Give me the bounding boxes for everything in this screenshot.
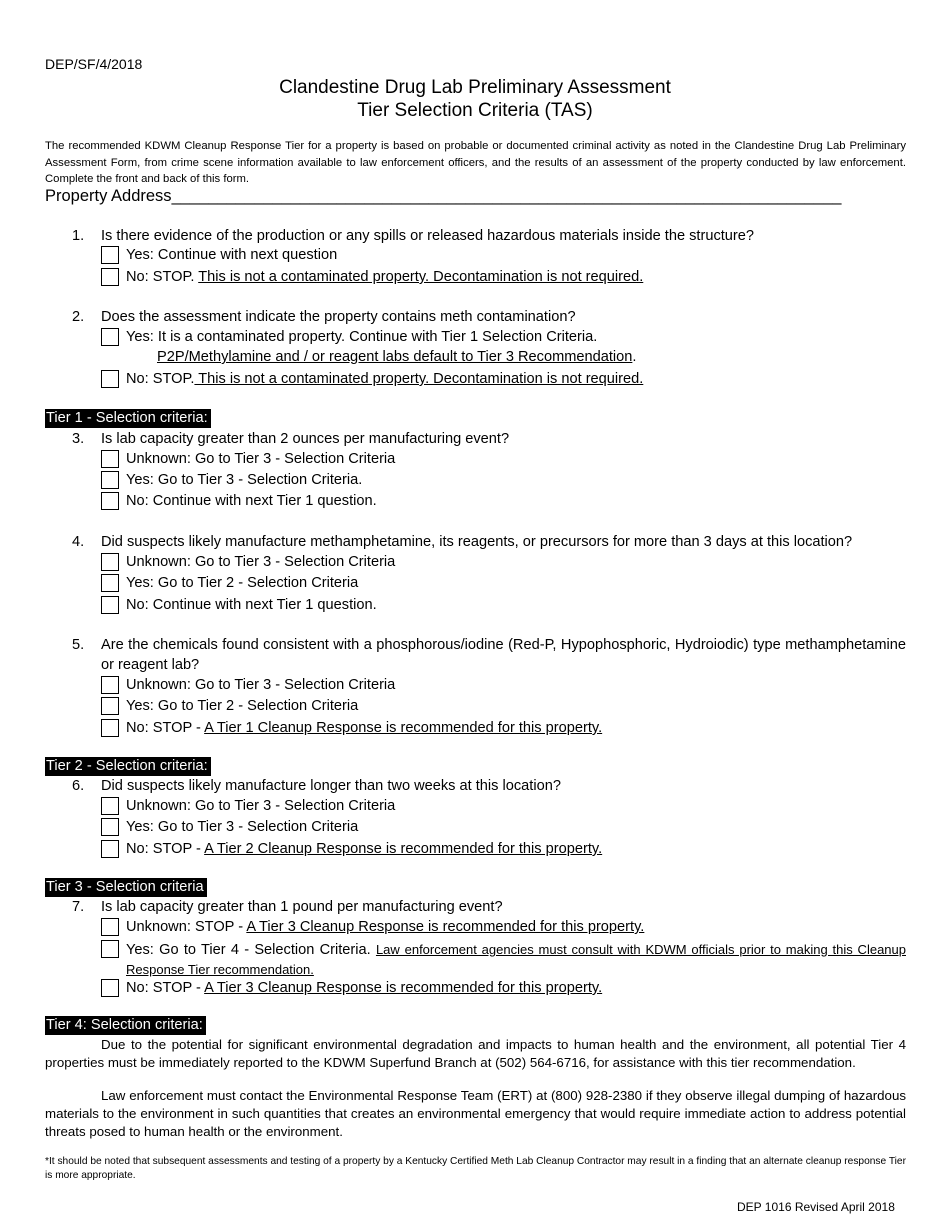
option-label: Unknown: Go to Tier 3 - Selection Criteria bbox=[126, 677, 396, 693]
question-number: 2. bbox=[72, 309, 85, 325]
checkbox[interactable] bbox=[101, 553, 119, 571]
question-number: 3. bbox=[72, 431, 85, 447]
option-label: Yes: It is a contaminated property. Continue with Tier 1 Selection Criteria. bbox=[126, 329, 598, 345]
option-note: A Tier 3 Cleanup Response is recommended for this property. bbox=[246, 919, 645, 935]
option-label: No: Continue with next Tier 1 question. bbox=[126, 597, 377, 613]
property-address-field[interactable] bbox=[45, 187, 841, 206]
option-prefix: No: STOP. bbox=[126, 269, 199, 285]
intro-paragraph: The recommended KDWM Cleanup Response Tier for a property is based on probable or documented criminal activity as noted in the Clandestine Drug Lab Preliminary Assessment Form, from crime scene information available to law enforcement officers, and the results of an assessment of the property conducted by law enforcement. Complete the front and back of this form. bbox=[45, 140, 906, 185]
option-label: Yes: Go to Tier 3 - Selection Criteria. bbox=[126, 472, 363, 488]
checkbox[interactable] bbox=[101, 596, 119, 614]
question-text: Did suspects likely manufacture longer than two weeks at this location? bbox=[101, 778, 561, 794]
checkbox[interactable] bbox=[101, 676, 119, 694]
form-id: DEP/SF/4/2018 bbox=[45, 56, 143, 72]
option-note: A Tier 3 Cleanup Response is recommended for this property. bbox=[204, 980, 603, 996]
tier-3-heading: Tier 3 - Selection criteria bbox=[45, 878, 207, 897]
question-text: Are the chemicals found consistent with a phosphorous/iodine (Red-P, Hypophosphoric, Hydroiodic) type methamphetamine or reagent lab? bbox=[101, 637, 906, 673]
option-label: Unknown: Go to Tier 3 - Selection Criteria bbox=[126, 451, 396, 467]
checkbox[interactable] bbox=[101, 940, 119, 958]
title-line-2: Tier Selection Criteria (TAS) bbox=[357, 100, 593, 121]
subnote-text: P2P/Methylamine and / or reagent labs default to Tier 3 Recommendation bbox=[157, 349, 633, 365]
q5-unknown-option[interactable] bbox=[101, 676, 906, 694]
tier-2-heading: Tier 2 - Selection criteria: bbox=[45, 757, 211, 776]
q7-no-option[interactable] bbox=[101, 979, 906, 997]
question-text: Is there evidence of the production or any spills or released hazardous materials inside the structure? bbox=[101, 228, 755, 244]
q7-yes-option[interactable] bbox=[101, 940, 906, 980]
q2-no-option[interactable] bbox=[101, 370, 906, 388]
option-note: Law enforcement agencies must consult with KDWM officials prior to making this Cleanup Response Tier recommendation. bbox=[126, 942, 906, 977]
question-7 bbox=[72, 897, 906, 917]
checkbox[interactable] bbox=[101, 492, 119, 510]
title-line-1: Clandestine Drug Lab Preliminary Assessment bbox=[279, 77, 671, 98]
option-label: Unknown: Go to Tier 3 - Selection Criteria bbox=[126, 554, 396, 570]
option-prefix: Yes: Go to Tier 4 - Selection Criteria. bbox=[126, 942, 376, 958]
option-label bbox=[101, 940, 906, 980]
option-label: Yes: Continue with next question bbox=[126, 247, 338, 263]
q5-no-option[interactable] bbox=[101, 719, 906, 737]
option-prefix: Unknown: STOP - bbox=[126, 919, 247, 935]
tier-4-paragraph-1: Due to the potential for significant environmental degradation and impacts to human health and the environment, all potential Tier 4 properties must be immediately reported to the KDWM Superfund Branch at (502) 564-6716, for assistance with this tier recommendation. bbox=[45, 1037, 906, 1070]
question-number: 4. bbox=[72, 534, 85, 550]
q7-unknown-option[interactable] bbox=[101, 918, 906, 936]
form-footer: DEP 1016 Revised April 2018 bbox=[737, 1200, 895, 1214]
option-label bbox=[126, 268, 906, 286]
option-note: A Tier 1 Cleanup Response is recommended for this property. bbox=[204, 720, 603, 736]
question-number: 5. bbox=[72, 637, 85, 653]
tier-1-heading: Tier 1 - Selection criteria: bbox=[45, 409, 211, 428]
q3-unknown-option[interactable] bbox=[101, 450, 906, 468]
property-address-blank[interactable]: _________________________________________________________________________ bbox=[171, 187, 842, 205]
option-note: This is not a contaminated property. Decontamination is not required. bbox=[198, 269, 644, 285]
question-text: Does the assessment indicate the property contains meth contamination? bbox=[101, 309, 576, 325]
option-label: Yes: Go to Tier 2 - Selection Criteria bbox=[126, 575, 359, 591]
option-label: Yes: Go to Tier 2 - Selection Criteria bbox=[126, 698, 359, 714]
q3-no-option[interactable] bbox=[101, 492, 906, 510]
q4-no-option[interactable] bbox=[101, 596, 906, 614]
q1-no-option[interactable] bbox=[101, 268, 906, 286]
checkbox[interactable] bbox=[101, 979, 119, 997]
checkbox[interactable] bbox=[101, 450, 119, 468]
checkbox[interactable] bbox=[101, 268, 119, 286]
question-number: 7. bbox=[72, 899, 85, 915]
option-label bbox=[126, 979, 906, 997]
checkbox[interactable] bbox=[101, 697, 119, 715]
q4-yes-option[interactable] bbox=[101, 574, 906, 592]
option-prefix: No: STOP. bbox=[126, 371, 195, 387]
checkbox[interactable] bbox=[101, 797, 119, 815]
checkbox[interactable] bbox=[101, 328, 119, 346]
question-2 bbox=[72, 307, 906, 327]
q3-yes-option[interactable] bbox=[101, 471, 906, 489]
checkbox[interactable] bbox=[101, 471, 119, 489]
q6-unknown-option[interactable] bbox=[101, 797, 906, 815]
option-prefix: No: STOP - bbox=[126, 980, 205, 996]
q6-yes-option[interactable] bbox=[101, 818, 906, 836]
page-title bbox=[0, 76, 950, 122]
checkbox[interactable] bbox=[101, 918, 119, 936]
subnote-end: . bbox=[632, 349, 637, 365]
q2-yes-subnote bbox=[157, 348, 636, 366]
checkbox[interactable] bbox=[101, 840, 119, 858]
option-note: This is not a contaminated property. Decontamination is not required. bbox=[194, 371, 644, 387]
option-label: Unknown: Go to Tier 3 - Selection Criteria bbox=[126, 798, 396, 814]
question-1 bbox=[72, 226, 906, 246]
option-label bbox=[126, 840, 906, 858]
question-6 bbox=[72, 776, 906, 796]
checkbox[interactable] bbox=[101, 818, 119, 836]
option-label bbox=[126, 719, 906, 737]
question-number: 1. bbox=[72, 228, 85, 244]
checkbox[interactable] bbox=[101, 574, 119, 592]
question-text: Did suspects likely manufacture methamphetamine, its reagents, or precursors for more than 3 days at this location? bbox=[101, 534, 853, 550]
question-text: Is lab capacity greater than 1 pound per manufacturing event? bbox=[101, 899, 503, 915]
property-address-label: Property Address bbox=[45, 187, 172, 205]
tier-4-heading: Tier 4: Selection criteria: bbox=[45, 1016, 206, 1035]
checkbox[interactable] bbox=[101, 719, 119, 737]
q6-no-option[interactable] bbox=[101, 840, 906, 858]
option-label: Yes: Go to Tier 3 - Selection Criteria bbox=[126, 819, 359, 835]
q5-yes-option[interactable] bbox=[101, 697, 906, 715]
option-prefix: No: STOP - bbox=[126, 841, 205, 857]
question-text: Is lab capacity greater than 2 ounces per manufacturing event? bbox=[101, 431, 510, 447]
option-label bbox=[126, 370, 906, 388]
tier-4-paragraph-2: Law enforcement must contact the Environmental Response Team (ERT) at (800) 928-2380 if they observe illegal dumping of hazardous materials to the environment in such quantities that creates an environmental emergency that would require immediate action to address potential threats posed to human health or the environment. bbox=[45, 1088, 906, 1139]
option-label: No: Continue with next Tier 1 question. bbox=[126, 493, 377, 509]
option-label bbox=[126, 918, 906, 936]
question-number: 6. bbox=[72, 778, 85, 794]
question-4 bbox=[72, 532, 906, 552]
question-3 bbox=[72, 429, 906, 449]
option-prefix: No: STOP - bbox=[126, 720, 205, 736]
q4-unknown-option[interactable] bbox=[101, 553, 906, 571]
checkbox[interactable] bbox=[101, 370, 119, 388]
option-note: A Tier 2 Cleanup Response is recommended for this property. bbox=[204, 841, 603, 857]
q2-yes-option[interactable] bbox=[101, 328, 906, 346]
footnote: *It should be noted that subsequent assessments and testing of a property by a Kentucky Certified Meth Lab Cleanup Contractor may result in a finding that an alternate cleanup response Tier is more appropriate. bbox=[45, 1156, 906, 1181]
q1-yes-option[interactable] bbox=[101, 246, 906, 264]
checkbox[interactable] bbox=[101, 246, 119, 264]
question-5 bbox=[72, 635, 906, 675]
